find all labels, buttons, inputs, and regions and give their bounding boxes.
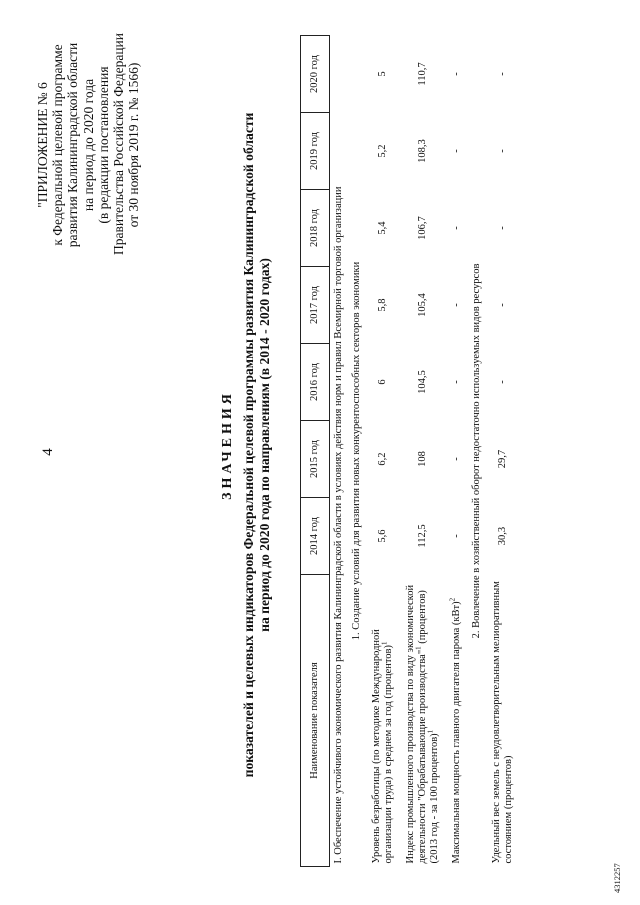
indicator-value: - (451, 534, 462, 538)
indicator-value: 5,6 (377, 529, 388, 543)
indicator-value: - (497, 303, 508, 307)
indicators-table (300, 35, 520, 867)
indicator-value: 5,2 (377, 144, 388, 158)
indicator-name: Уровень безработицы (по методике Международной организации труда) в среднем за год (процентов)$^1$ (371, 629, 394, 864)
column-header-name: Наименование показателя (301, 575, 330, 867)
indicator-name: Максимальная мощность главного двигателя парома (кВт)$^2$ (448, 597, 462, 864)
subsection-title: 2. Вовлечение в хозяйственный оборот недостаточно используемых видов ресурсов (471, 263, 482, 639)
indicator-value: 105,4 (417, 293, 428, 317)
indicator-value: - (451, 457, 462, 461)
indicator-value: 104,5 (417, 370, 428, 394)
column-header-year: 2017 год (301, 267, 330, 344)
indicator-name: Удельный вес земель с неудовлетворительным мелиоративным состоянием (процентов) (491, 581, 514, 864)
document-code: 4312257 (612, 863, 622, 893)
heading-subtitle-line-2: на период до 2020 года по направлениям (в 2014 - 2020 годах) (257, 258, 272, 632)
appendix-line: на период до 2020 года (80, 78, 96, 212)
table-row (400, 36, 446, 867)
indicator-value: - (451, 226, 462, 230)
table-row (486, 36, 520, 867)
indicator-value: 5,8 (377, 298, 388, 312)
column-header-year: 2018 год (301, 190, 330, 267)
footnote-mark: 1 (380, 641, 389, 645)
section-row (330, 36, 349, 867)
indicator-value: 29,7 (497, 449, 508, 469)
section-title: I. Обеспечение устойчивого экономического развития Калининградской области в условиях действия норм и правил Всемирной торговой организации (333, 186, 344, 864)
indicator-value: 108,3 (417, 139, 428, 163)
indicator-value: - (451, 380, 462, 384)
footnote-mark: 2 (448, 597, 457, 602)
appendix-line: "ПРИЛОЖЕНИЕ № 6 (35, 82, 50, 208)
indicator-name: Индекс промышленного производства по виду экономической деятельности "Обрабатывающие производства"$^1$ (процентов) (2013 год - за 100 процентов)$^1$ (405, 584, 440, 864)
table-row (446, 36, 468, 867)
indicator-value: - (451, 149, 462, 153)
appendix-block (35, 35, 141, 255)
column-header-year: 2015 год (301, 421, 330, 498)
appendix-line: Правительства Российской Федерации (111, 33, 127, 255)
footnote-mark: 1 (426, 729, 435, 734)
indicator-value: - (451, 72, 462, 76)
subsection-row (348, 36, 366, 867)
appendix-line: развития Калининградской области (65, 42, 81, 248)
subsection-title: 1. Создание условий для развития новых конкурентоспособных секторов экономики (351, 261, 362, 641)
column-header-year: 2014 год (301, 498, 330, 575)
table-row (366, 36, 400, 867)
indicator-value: - (497, 72, 508, 76)
indicator-value: 106,7 (417, 216, 428, 240)
column-header-year: 2020 год (301, 36, 330, 113)
appendix-line: (в редакции постановления (95, 66, 111, 224)
heading-title: ЗНАЧЕНИЯ (220, 390, 235, 500)
indicator-value: - (497, 226, 508, 230)
appendix-line: к Федеральной целевой программе (50, 44, 66, 246)
indicator-value: 108 (417, 451, 428, 467)
table-header-row (301, 36, 330, 867)
indicator-value: 30,3 (497, 526, 508, 546)
indicator-value: - (451, 303, 462, 307)
indicator-value: 112,5 (417, 524, 428, 548)
document-heading (220, 65, 273, 825)
indicator-value: 5 (377, 71, 388, 77)
appendix-line: от 30 ноября 2019 г. № 1566) (126, 62, 142, 228)
footnote-mark: 1 (414, 646, 423, 650)
indicators-table-container (300, 36, 520, 867)
indicator-value: 5,4 (377, 221, 388, 235)
indicator-value: 110,7 (417, 62, 428, 86)
indicator-value: 6,2 (377, 452, 388, 466)
indicator-value: 6 (377, 379, 388, 385)
column-header-year: 2016 год (301, 344, 330, 421)
subsection-row (468, 36, 486, 867)
indicator-value: - (497, 380, 508, 384)
heading-subtitle-line-1: показателей и целевых индикаторов Федеральной целевой программы развития Калининградской области (241, 112, 256, 778)
indicator-value: - (497, 149, 508, 153)
page-number: 4 (40, 448, 56, 456)
column-header-year: 2019 год (301, 113, 330, 190)
